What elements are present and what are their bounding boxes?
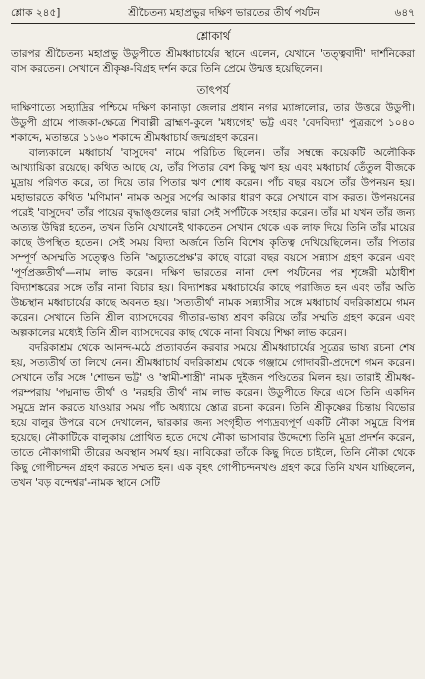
translation-heading: শ্লোকার্থ [195,29,231,43]
running-header [11,6,415,22]
purport-paragraph-1: দাক্ষিণাত্যে সহ্যাদ্রির পশ্চিমে দক্ষিণ কানাড়া জেলার প্রধান নগর ম্যাঙ্গালোর, তার উত্তরে উডুপী। উডুপী গ্রামে পাজকা-ক্ষেত্রে শিবাল্লী ব্রাহ্মণ-কুলে 'মধ্যগেহ' ভট্ট এবং 'বেদবিদ্যা' পুত্ররূপে ১০৪০ শকাব্দে, মতান্তরে ১১৬০ শকাব্দে শ্রীমধ্বাচার্য জন্মগ্রহণ করেন। [11,102,415,144]
header-divider [11,23,415,24]
purport-paragraph-3: বদরিকাশ্রম থেকে আনন্দ-মঠে প্রত্যাবর্তন করবার সময়ে শ্রীমধ্বাচার্যের সূত্রের ভাষ্য রচনা শেষ হয়, সত্যতীর্থ তা লিখে নেন। শ্রীমধ্বাচার্য বদরিকাশ্রম থেকে গঞ্জামে গোদাবরী-প্রদেশে গমন করেন। সেখানে তাঁর সঙ্গে 'শোভন ভট্ট' ও 'স্বামী-শাস্ত্রী' নামক দুইজন পণ্ডিতের মিলন হয়। তারাই শ্রীমধ্ব-পরম্পরায় 'পদ্মনাভ তীর্থ' ও 'নরহরি তীর্থ' নাম লাভ করেন। উডুপীতে ফিরে এসে তিনি একদিন সমুদ্রে স্নান করতে যাওয়ার সময় পাঁচ অধ্যায়ে স্তোত্র রচনা করেন। তিনি শ্রীকৃষ্ণের চিন্তায় বিভোর হয়ে বালুর উপরে বসে দেখালেন, দ্বারকার জন্য সংগৃহীত পণ্যদ্রব্যপূর্ণ একটি নৌকা সমুদ্রে বিপন্ন হয়েছে। নৌকাটিকে বালুকায় প্রোথিত হতে দেখে নৌকা ভাসাবার উদ্দেশ্যে তিনি মুদ্রা প্রদর্শন করেন, তাতে নৌকাগামী তীরের অবস্থান সমর্থ হয়। নাবিকেরা তাঁকে কিছু দিতে চাইলে, তিনি নৌকা থেকে কিছু গোপীচন্দন গ্রহণ করতে সম্মত হন। এক বৃহৎ গোপীচন্দনখণ্ড গ্রহণ করে তিনি যখন যাচ্ছিলেন, তখন 'বড় বন্দেশ্বর'-নামক স্থানে সেটি [11,342,415,489]
translation-text: তারপর শ্রীচৈতন্য মহাপ্রভু উডুপীতে শ্রীমধ্বাচার্যের স্থানে এলেন, যেখানে 'তত্ত্ববাদী' দার্শনিকেরা বাস করতেন। সেখানে শ্রীকৃষ্ণ-বিগ্রহ দর্শন করে তিনি প্রেমে উন্মত্ত হয়েছিলেন। [11,48,415,75]
verse-reference: শ্লোক ২৪৫] [11,7,61,19]
purport-heading: তাৎপর্য [196,83,230,97]
purport-paragraph-2: বাল্যকালে মধ্বাচার্য 'বাসুদেব' নামে পরিচিত ছিলেন। তাঁর সম্বন্ধে কয়েকটি অলৌকিক আখ্যায়িকা রয়েছে। কথিত আছে যে, তাঁর পিতার বেশ কিছু ঋণ হয় এবং মধ্বাচার্য তেঁতুল বীজকে মুদ্রায় পরিণত করে, তা দিয়ে তার পিতার ঋণ শোধ করেন। পাঁচ বছর বয়সে তাঁর উপনয়ন হয়। মহাভারতে কথিত 'মণিমান' নামক অসুর সর্পের আকার ধারণ করে সেখানে বাস করত। উপনয়নের পরেই 'বাসুদেব' তাঁর পায়ের বৃদ্ধাঙ্গুলের দ্বারা সেই সর্পটিকে সংহার করেন। তাঁর মা যখন তাঁর জন্য অত্যন্ত উদ্বিগ্ন হতেন, তখন তিনি যেখানেই থাকতেন সেখান থেকে এক লাফ দিয়ে তিনি তাঁর মায়ের কাছে উপস্থিত হতেন। সেই সময় বিদ্যা অর্জনে তিনি বিশেষ কৃতিত্ব দেখিয়েছিলেন। তাঁর পিতার সম্পূর্ণ অসম্মতি সত্ত্বেও তিনি 'অচ্যুতপ্রেক্ষ'র কাছে বারো বছর বয়সে সন্ন্যাস গ্রহণ করেন এবং 'পূর্ণপ্রজ্ঞতীর্থ'—নাম লাভ করেন। দক্ষিণ ভারতের নানা দেশ পর্যটনের পর শৃঙ্গেরী মঠাধীশ বিদ্যাশঙ্করের সঙ্গে তাঁর নানা বিচার হয়। বিদ্যাশঙ্কর মধ্বাচার্যের কাছে পরাজিত হন এবং তাঁর অতি উচ্চস্থান মধ্বাচার্যের কাছে অবনত হয়। 'সত্যতীর্থ' নামক সন্ন্যাসীর সঙ্গে মধ্বাচার্য বদরিকাশ্রমে গমন করেন। সেখানে তিনি শ্রীল ব্যাসদেবের গীতার-ভাষ্য শ্রবণ করিয়ে তাঁর সম্মতি গ্রহণ করেন এবং অল্পকালের মধ্যেই তিনি শ্রীল ব্যাসদেবের কাছ থেকে নানা বিষয়ে শিক্ষা লাভ করেন। [11,147,415,339]
page-number: ৬৪৭ [394,7,415,19]
running-title: শ্রীচৈতন্য মহাপ্রভুর দক্ষিণ ভারতের তীর্থ পর্যটন [128,7,320,19]
